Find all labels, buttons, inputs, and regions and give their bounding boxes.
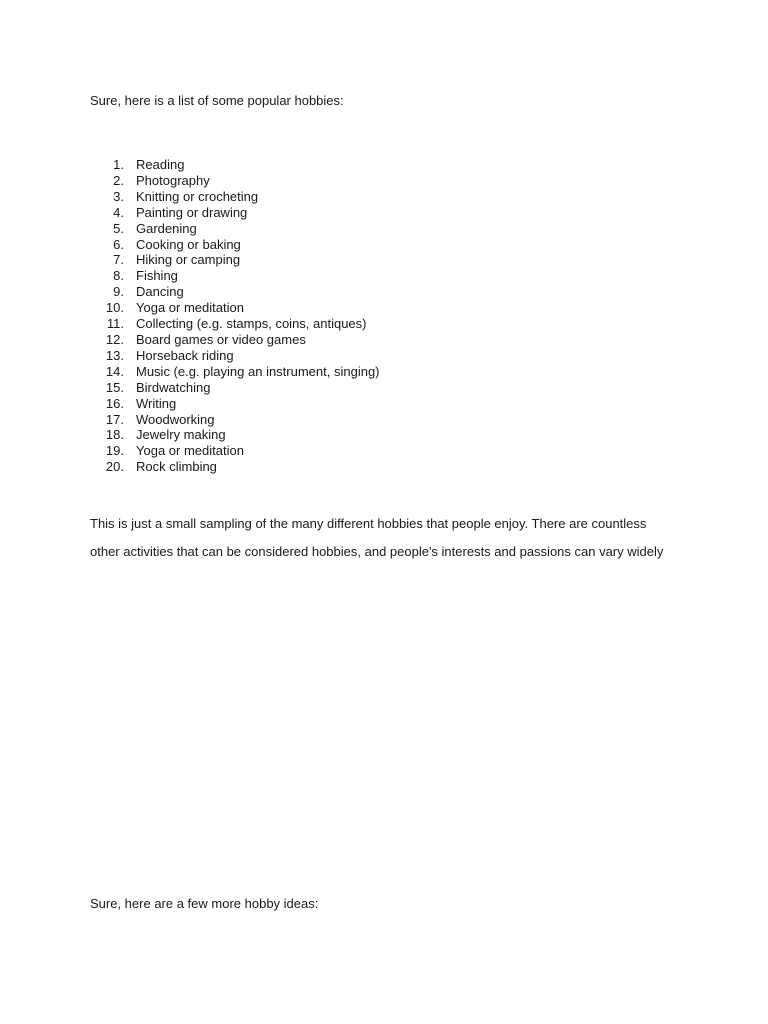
- list-item: [90, 380, 380, 396]
- list-item-text: Hiking or camping: [136, 252, 241, 268]
- list-item: [90, 173, 380, 189]
- list-item-text: Gardening: [136, 220, 197, 236]
- list-item: [90, 300, 380, 316]
- list-item-number: [90, 189, 136, 205]
- list-item: [90, 157, 380, 173]
- list-item: [90, 268, 380, 284]
- list-item-number-text: 5.: [113, 220, 124, 236]
- list-item-text: Knitting or crocheting: [136, 188, 259, 204]
- list-item-number: [90, 205, 136, 221]
- list-item-text: Rock climbing: [136, 459, 217, 475]
- list-item-text: Collecting (e.g. stamps, coins, antiques): [136, 316, 367, 332]
- list-item-number-text: 3.: [113, 188, 124, 204]
- list-item-number: [90, 380, 136, 396]
- list-item-text: Horseback riding: [136, 347, 234, 363]
- closing-line: other activities that can be considered hobbies, and people's interests and passions can vary widely: [90, 544, 664, 559]
- list-item-text: Photography: [136, 172, 210, 188]
- list-item-text: Music (e.g. playing an instrument, singing): [136, 363, 380, 379]
- list-item-number-text: 6.: [113, 236, 124, 252]
- list-item-text: Board games or video games: [136, 331, 306, 347]
- list-item-number: [90, 396, 136, 412]
- list-item-number: [90, 443, 136, 459]
- list-item: [90, 332, 380, 348]
- list-item-number-text: 8.: [113, 268, 124, 284]
- list-item-number-text: 10.: [105, 300, 124, 316]
- list-item: [90, 348, 380, 364]
- list-item-text: Reading: [136, 157, 185, 172]
- list-item: [90, 459, 380, 475]
- list-item-number-text: 4.: [113, 204, 124, 220]
- list-item: [90, 221, 380, 237]
- list-item-number: [90, 252, 136, 268]
- list-item-number-text: 9.: [113, 284, 124, 300]
- list-item-text: Yoga or meditation: [136, 300, 244, 316]
- list-item-number: [90, 412, 136, 428]
- closing-line: This is just a small sampling of the many different hobbies that people enjoy. There are countless: [90, 516, 647, 531]
- list-item: [90, 412, 380, 428]
- list-item: [90, 427, 380, 443]
- list-item-number: [90, 157, 136, 173]
- list-item-number-text: 1.: [113, 157, 124, 172]
- list-item: [90, 284, 380, 300]
- list-item-number: [90, 284, 136, 300]
- list-item-text: Birdwatching: [136, 379, 211, 395]
- list-item-number: [90, 300, 136, 316]
- list-item: [90, 316, 380, 332]
- list-item-number-text: 16.: [105, 395, 124, 411]
- list-item-text: Writing: [136, 395, 177, 411]
- list-item-number-text: 13.: [105, 347, 124, 363]
- list-item-text: Cooking or baking: [136, 236, 241, 252]
- list-item: [90, 189, 380, 205]
- list-item: [90, 205, 380, 221]
- list-item: [90, 364, 380, 380]
- list-item-number-text: 19.: [105, 443, 124, 459]
- list-item-text: Painting or drawing: [136, 204, 248, 220]
- closing-paragraph: [90, 510, 690, 566]
- outro-text: Sure, here are a few more hobby ideas:: [90, 896, 319, 911]
- list-item-number: [90, 348, 136, 364]
- list-item-number: [90, 332, 136, 348]
- list-item-number: [90, 316, 136, 332]
- list-item-number-text: 18.: [105, 427, 124, 443]
- list-item-number: [90, 364, 136, 380]
- list-item-number: [90, 459, 136, 475]
- list-item-number: [90, 237, 136, 253]
- list-item-number-text: 2.: [113, 172, 124, 188]
- list-item-number-text: 14.: [105, 363, 124, 379]
- list-item-text: Jewelry making: [136, 427, 226, 443]
- list-item-number: [90, 173, 136, 189]
- list-item-number: [90, 427, 136, 443]
- list-item-number-text: 11.: [106, 316, 124, 332]
- list-item-number-text: 7.: [113, 252, 124, 268]
- list-item-number: [90, 221, 136, 237]
- list-item-number-text: 12.: [105, 331, 124, 347]
- list-item-number: [90, 268, 136, 284]
- list-item-number-text: 15.: [105, 379, 124, 395]
- list-item-text: Woodworking: [136, 411, 215, 427]
- intro-text: Sure, here is a list of some popular hobbies:: [90, 93, 344, 108]
- list-item-number-text: 20.: [105, 459, 124, 475]
- list-item: [90, 396, 380, 412]
- list-item: [90, 252, 380, 268]
- hobby-list: [90, 157, 380, 475]
- list-item-text: Dancing: [136, 284, 184, 300]
- list-item: [90, 237, 380, 253]
- list-item-text: Fishing: [136, 268, 178, 284]
- list-item: [90, 443, 380, 459]
- list-item-number-text: 17.: [105, 411, 124, 427]
- list-item-text: Yoga or meditation: [136, 443, 244, 459]
